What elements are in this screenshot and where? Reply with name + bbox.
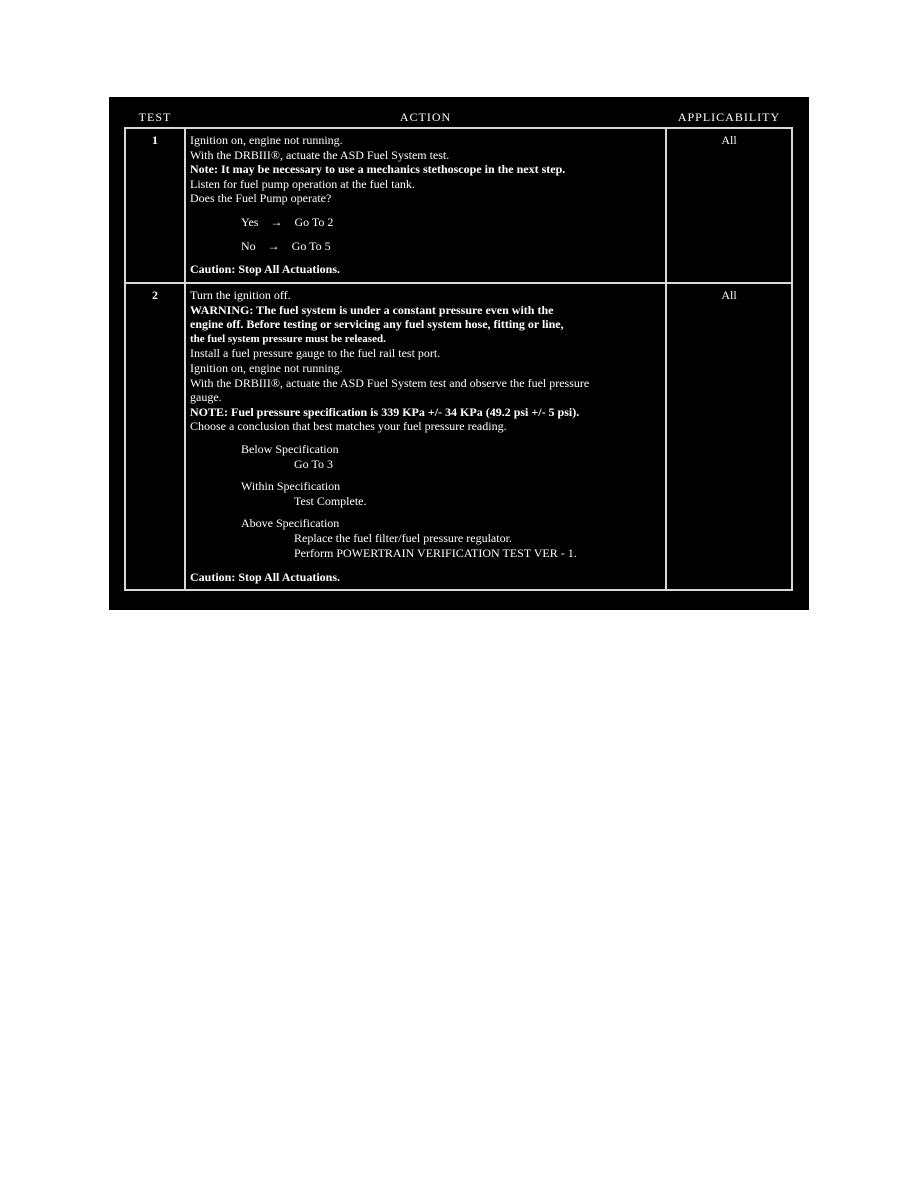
action-line: Ignition on, engine not running. [190,360,343,375]
table-header-row [125,107,792,128]
action-line: Install a fuel pressure gauge to the fuel rail test port. [190,346,441,361]
branch-yes: Yes → Go To 2 [241,214,334,229]
conclusion-result: Perform POWERTRAIN VERIFICATION TEST VER - 1. [294,545,577,560]
applicability-cell: All [666,283,792,590]
applicability-cell: All [666,128,792,283]
table-row [125,283,792,590]
conclusion-label: Above Specification [241,516,340,531]
header-action: ACTION [399,109,452,124]
header-applicability: APPLICABILITY [677,109,781,124]
action-cell [185,283,666,590]
conclusion-result: Test Complete. [294,493,367,508]
diagnostic-test-table [124,107,793,591]
action-cell [185,128,666,283]
arrow-right-icon: → [270,214,283,229]
table-row [125,128,792,283]
action-line: gauge. [190,390,222,405]
branch-no: No → Go To 5 [241,238,331,253]
note-line: NOTE: Fuel pressure specification is 339 KPa +/- 34 KPa (49.2 psi +/- 5 psi). [190,404,580,419]
action-line: Turn the ignition off. [190,288,291,302]
action-line: Listen for fuel pump operation at the fuel tank. [190,176,415,191]
warning-line: engine off. Before testing or servicing any fuel system hose, fitting or line, [190,317,564,332]
conclusion-label: Within Specification [241,479,341,494]
conclusion-result: Go To 3 [294,456,333,471]
test-number: 1 [125,128,185,283]
caution-line: Caution: Stop All Actuations. [190,262,341,277]
arrow-right-icon: → [267,238,280,253]
action-line: With the DRBIII®, actuate the ASD Fuel System test and observe the fuel pressure [190,375,590,390]
action-line: Ignition on, engine not running. [190,133,343,147]
caution-line: Caution: Stop All Actuations. [190,570,341,585]
header-test: TEST [138,109,172,124]
test-number: 2 [125,283,185,590]
conclusion-label: Below Specification [241,441,339,456]
note-line: Note: It may be necessary to use a mechanics stethoscope in the next step. [190,162,566,177]
action-line: With the DRBIII®, actuate the ASD Fuel System test. [190,147,450,162]
document-frame [109,97,809,610]
warning-line: WARNING: The fuel system is under a constant pressure even with the [190,302,554,317]
warning-line: the fuel system pressure must be released. [190,332,386,345]
conclusion-result: Replace the fuel filter/fuel pressure regulator. [294,530,512,545]
question-line: Does the Fuel Pump operate? [190,191,332,206]
action-line: Choose a conclusion that best matches your fuel pressure reading. [190,419,507,434]
